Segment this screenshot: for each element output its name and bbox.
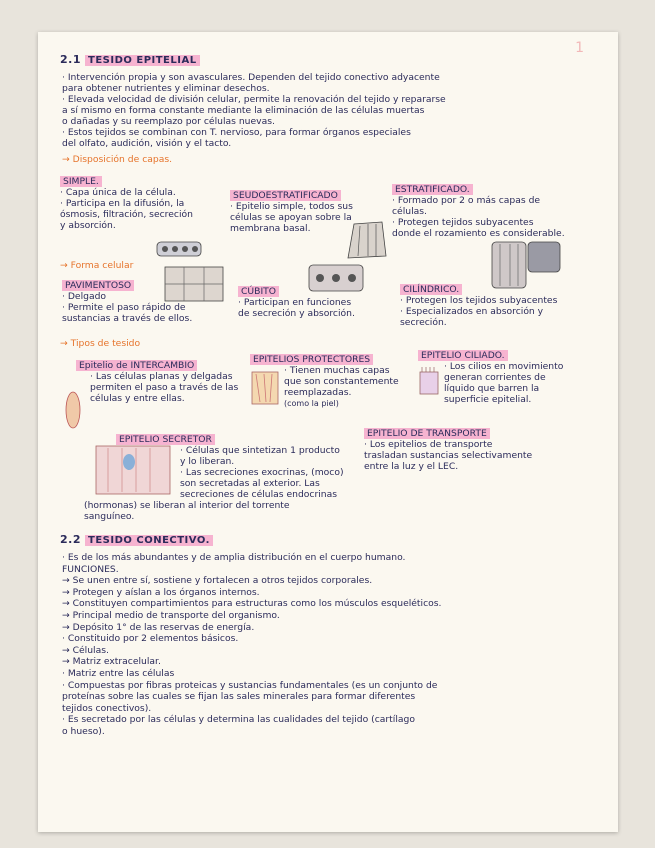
tipo-line: entre la luz y el LEC. <box>364 461 459 472</box>
tipo-line: sanguíneo. <box>84 511 135 522</box>
intro-line: para obtener nutrientes y eliminar desechos. <box>62 83 270 94</box>
simple-tissue-sketch <box>156 240 202 258</box>
forma-line: sustancias a través de ellos. <box>62 313 193 324</box>
conectivo-line: → Protegen y aíslan a los órganos internos. <box>62 586 260 598</box>
tipo-line: permiten el paso a través de las <box>90 382 239 393</box>
capa-line: · Participa en la difusión, la <box>60 198 185 209</box>
disposicion-label: → Disposición de capas. <box>62 154 173 165</box>
forma-line: secreción. <box>400 317 447 328</box>
intercambio-title: Epitelio de INTERCAMBIO <box>76 360 197 371</box>
capa-line: células se apoyan sobre la <box>230 212 352 223</box>
intro-line: a sí mismo en forma constante mediante la eliminación de las células muertas <box>62 105 425 116</box>
conectivo-line: → Depósito 1° de las reservas de energía. <box>62 621 255 633</box>
intercambio-sketch <box>64 390 82 430</box>
forma-cilindrico <box>400 284 557 328</box>
tipo-line: trasladan sustancias selectivamente <box>364 450 533 461</box>
tipos-label: → Tipos de tesido <box>60 338 141 349</box>
conectivo-line: → Principal medio de transporte del organismo. <box>62 609 280 621</box>
tipo-line: líquido que barren la <box>444 383 540 394</box>
capa-line: · Formado por 2 o más capas de <box>392 195 541 206</box>
conectivo-line: → Matriz extracelular. <box>62 656 161 668</box>
intro-line: · Estos tejidos se combinan con T. nervioso, para formar órganos especiales <box>62 127 411 138</box>
forma-line: · Participan en funciones <box>238 297 352 308</box>
tipo-line: superficie epitelial. <box>444 394 532 405</box>
notebook-page <box>38 32 618 832</box>
tipo-line: y lo liberan. <box>180 456 235 467</box>
intro-line: o dañadas y su reemplazo por células nuevas. <box>62 116 275 127</box>
epitelial-intro <box>62 72 602 149</box>
capa-line: · Protegen tejidos subyacentes <box>392 217 534 228</box>
capa-line: donde el rozamiento es considerable. <box>392 228 565 239</box>
protectores-sketch <box>250 370 280 406</box>
estratificado-tissue-sketch <box>490 240 562 290</box>
seudo-tissue-sketch <box>346 220 388 260</box>
capa-estratificado <box>392 184 565 239</box>
conectivo-line: tejidos conectivos). <box>62 702 152 714</box>
tipo-line: · Las células planas y delgadas <box>90 371 233 382</box>
section-title: TESIDO CONECTIVO. <box>85 535 213 546</box>
capa-line: membrana basal. <box>230 223 311 234</box>
tipo-line: (hormonas) se liberan al interior del torrente <box>84 500 290 511</box>
tipo-line: · Células que sintetizan 1 producto <box>180 445 340 456</box>
forma-pavimentoso <box>62 280 192 324</box>
conectivo-line: · Es de los más abundantes y de amplia distribución en el cuerpo humano. <box>62 552 406 563</box>
section-heading-conectivo <box>60 534 213 546</box>
capa-line: · Capa única de la célula. <box>60 187 176 198</box>
tipo-line: que son constantemente <box>284 376 399 387</box>
capa-estrat-title: ESTRATIFICADO. <box>392 184 473 195</box>
forma-line: · Permite el paso rápido de <box>62 302 186 313</box>
conectivo-line: · Compuestas por fibras proteicas y sustancias fundamentales (es un conjunto de <box>62 679 438 691</box>
conectivo-line: proteínas sobre las cuales se fijan las sales minerales para formar diferentes <box>62 691 416 703</box>
forma-celular-label: → Forma celular <box>60 260 134 271</box>
conectivo-line: → Células. <box>62 644 109 656</box>
protectores-title: EPITELIOS PROTECTORES <box>250 354 373 365</box>
conectivo-line: · Matriz entre las células <box>62 667 175 679</box>
section-title: TESIDO EPITELIAL <box>85 55 200 66</box>
intro-line: · Elevada velocidad de división celular, permite la renovación del tejido y repararse <box>62 94 446 105</box>
capa-line: ósmosis, filtración, secreción <box>60 209 193 220</box>
tipo-line: secreciones de células endocrinas <box>180 489 338 500</box>
cilindrico-title: CILÍNDRICO. <box>400 284 462 295</box>
cubito-title: CÚBITO <box>238 286 279 297</box>
tipo-line: generan corrientes de <box>444 372 546 383</box>
tipo-line: · Las secreciones exocrinas, (moco) <box>180 467 344 478</box>
forma-line: de secreción y absorción. <box>238 308 355 319</box>
capa-line: · Epitelio simple, todos sus <box>230 201 353 212</box>
section-number: 2.2 <box>60 533 81 546</box>
intro-line: · Intervención propia y son avasculares. Dependen del tejido conectivo adyacente <box>62 72 440 83</box>
forma-line: · Protegen los tejidos subyacentes <box>400 295 558 306</box>
capa-simple <box>60 176 193 231</box>
pavimentoso-title: PAVIMENTOSO <box>62 280 134 291</box>
conectivo-line: · Es secretado por las células y determina las cualidades del tejido (cartílago <box>62 714 415 726</box>
conectivo-body <box>62 552 602 738</box>
conectivo-line: → Se unen entre sí, sostiene y fortalecen a otros tejidos corporales. <box>62 575 373 587</box>
ciliado-title: EPITELIO CILIADO. <box>418 350 508 361</box>
capa-seudo-title: SEUDOESTRATIFICADO <box>230 190 341 201</box>
transporte-title: EPITELIO DE TRANSPORTE <box>364 428 490 439</box>
forma-line: · Especializados en absorción y <box>400 306 544 317</box>
section-number: 2.1 <box>60 53 81 66</box>
secretor-title: EPITELIO SECRETOR <box>116 434 215 445</box>
conectivo-line: FUNCIONES. <box>62 563 119 575</box>
secretor-sketch <box>94 444 172 496</box>
intro-line: del olfato, audición, visión y el tacto. <box>62 138 232 149</box>
conectivo-line: · Constituido por 2 elementos básicos. <box>62 633 239 645</box>
capa-simple-title: SIMPLE. <box>60 176 102 187</box>
tipo-line: son secretadas al exterior. Las <box>180 478 320 489</box>
ciliado-sketch <box>418 366 440 396</box>
section-heading-epitelial <box>60 54 200 66</box>
tipo-line: células y entre ellas. <box>90 393 185 404</box>
tipo-line: · Tienen muchas capas <box>284 365 390 376</box>
tipo-transporte <box>364 428 532 472</box>
tipo-intercambio <box>76 360 238 404</box>
tipo-line: reemplazadas. <box>284 387 352 398</box>
forma-line: · Delgado <box>62 291 107 302</box>
page-number-mark: 1 <box>575 40 584 56</box>
capa-seudo <box>230 190 353 234</box>
forma-cubito <box>238 286 355 319</box>
tipo-line: (como la piel) <box>284 399 339 408</box>
tipo-line: · Los cilios en movimiento <box>444 361 564 372</box>
tipo-line: · Los epitelios de transporte <box>364 439 493 450</box>
capa-line: y absorción. <box>60 220 116 231</box>
conectivo-line: o hueso). <box>62 725 105 737</box>
conectivo-line: → Constituyen compartimientos para estructuras como los músculos esqueléticos. <box>62 598 442 610</box>
capa-line: células. <box>392 206 427 217</box>
